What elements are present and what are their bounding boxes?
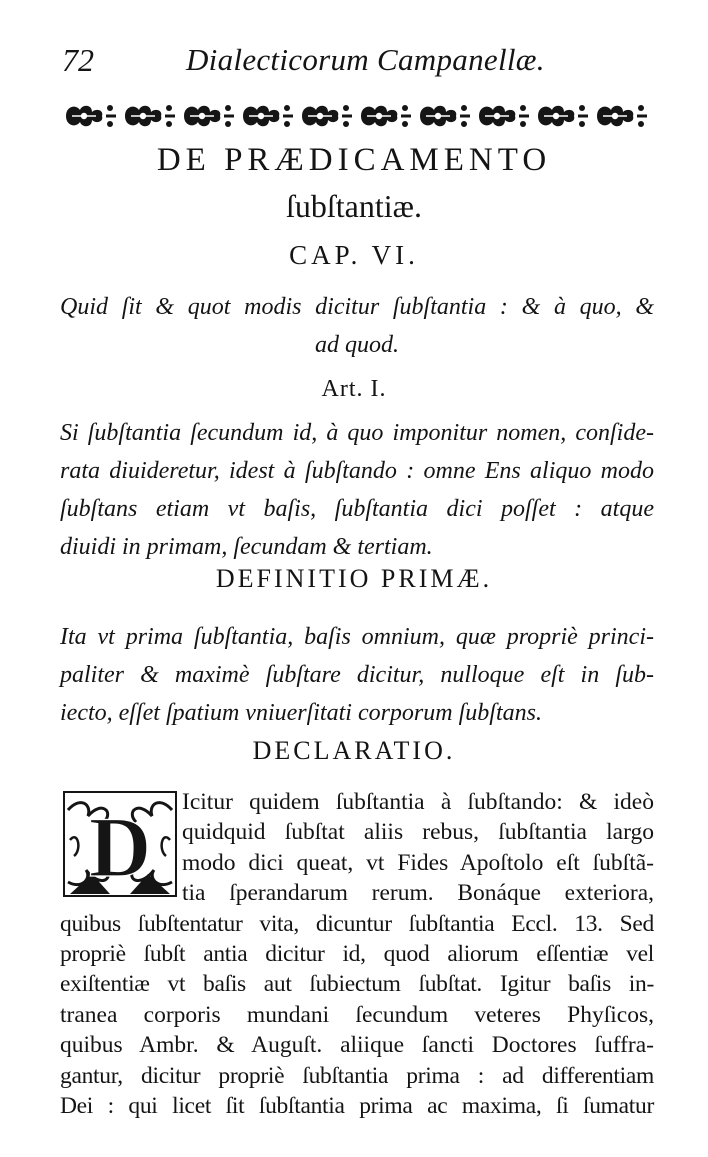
- text-line: iecto, eſſet ſpatium vniuerſitati corporum ſubſtans.: [60, 700, 542, 726]
- chapter-question: [60, 288, 654, 364]
- text-line: propriè ſubſt antia dicitur id, quod aliorum eſſentiæ vel: [60, 941, 654, 968]
- text-line: Icitur quidem ſubſtantia à ſubſtando: & ideò: [182, 789, 654, 815]
- text-line: quibus Ambr. & Auguſt. aliique ſancti Doctores ſuffra-: [60, 1032, 654, 1059]
- running-title: Dialecticorum Campanellæ.: [186, 42, 545, 77]
- text-line: rata diuideretur, idest à ſubſtando : omne Ens aliquo modo: [60, 458, 654, 484]
- text-line: quidquid ſubſtat aliis rebus, ſubſtantia largo: [182, 819, 654, 846]
- text-line: ſubſtans etiam vt baſis, ſubſtantia dici poſſet : atque: [60, 496, 654, 522]
- text-line: diuidi in primam, ſecundam & tertiam.: [60, 534, 433, 560]
- definition-paragraph: [60, 618, 654, 732]
- page-number: 72: [62, 42, 94, 78]
- text-line: Si ſubſtantia ſecundum id, à quo imponitur nomen, conſide-: [60, 420, 654, 446]
- article-heading: Art. I.: [321, 376, 387, 402]
- declaration-heading: DECLARATIO.: [252, 736, 456, 765]
- question-line: Quid ſit & quot modis dicitur ſubſtantia : & à quo, &: [60, 294, 654, 320]
- question-line: ad quod.: [315, 332, 399, 358]
- text-line: quibus ſubſtentatur vita, dicuntur ſubſtantia Eccl. 13. Sed: [60, 910, 654, 937]
- fleuron-band-icon: [62, 98, 652, 134]
- chapter-heading: CAP. VI.: [289, 240, 419, 270]
- text-line: exiſtentiæ vt baſis aut ſubiectum ſubſtat. Igitur baſis in-: [60, 971, 654, 998]
- text-line: tranea corporis mundani ſecundum veteres Phyſicos,: [60, 1001, 654, 1028]
- declaration-paragraph: [60, 787, 654, 1121]
- dropcap-letter: D: [88, 799, 152, 895]
- text-line: Dei : qui licet ſit ſubſtantia prima ac maxima, ſi ſumatur: [60, 1093, 654, 1120]
- text-line: paliter & maximè ſubſtare dicitur, nulloque eſt in ſub-: [60, 662, 654, 688]
- text-line: tia ſperandarum rerum. Bonáque exteriora,: [182, 880, 654, 907]
- text-line: Ita vt prima ſubſtantia, baſis omnium, quæ propriè princi-: [60, 624, 654, 650]
- italic-paragraph: [60, 414, 654, 566]
- text-line: gantur, dicitur propriè ſubſtantia prima : ad differentiam: [60, 1062, 654, 1089]
- section-subtitle: ſubſtantiæ.: [286, 188, 422, 224]
- definition-heading: DEFINITIO PRIMÆ.: [215, 564, 493, 593]
- section-title: DE PRÆDICAMENTO: [156, 142, 552, 178]
- page-header: [62, 38, 662, 88]
- text-line: modo dici queat, vt Fides Apoſtolo eſt ſubſtã-: [182, 849, 654, 876]
